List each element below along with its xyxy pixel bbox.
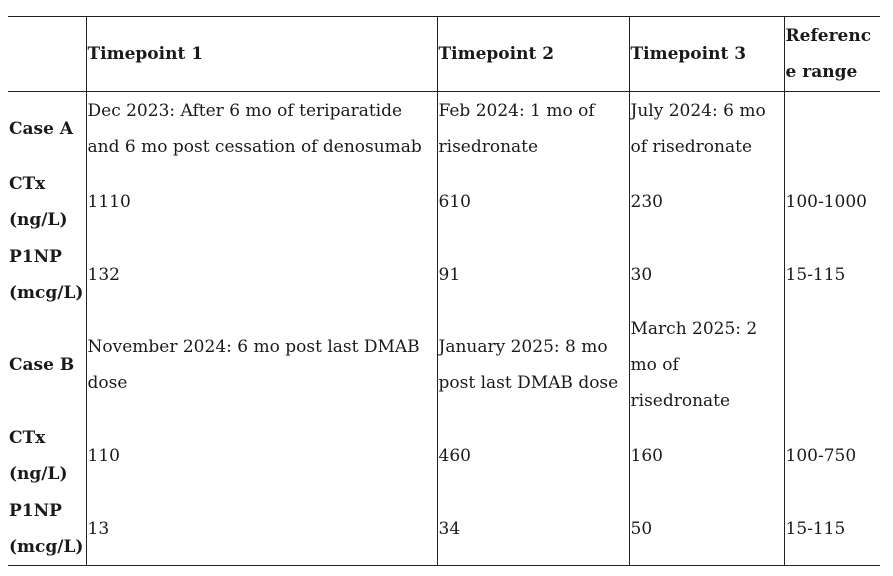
table-cell xyxy=(784,92,880,167)
table-row xyxy=(8,92,880,167)
table-row xyxy=(8,166,880,238)
header-timepoint-2: Timepoint 2 xyxy=(437,17,629,92)
header-cell-empty xyxy=(8,17,86,92)
table-cell: 34 xyxy=(437,493,629,566)
table-cell: 132 xyxy=(86,238,437,311)
row-label: Case A xyxy=(9,119,74,139)
header-reference-range: Reference range xyxy=(784,17,880,92)
table-cell: 50 xyxy=(629,493,784,566)
table-cell: Feb 2024: 1 mo of risedronate xyxy=(437,92,629,167)
table-row xyxy=(8,238,880,311)
table-cell: 100-1000 xyxy=(784,166,880,238)
header-timepoint-1: Timepoint 1 xyxy=(86,17,437,92)
row-label: CTx (ng/L) xyxy=(9,174,68,230)
table-cell: 30 xyxy=(629,238,784,311)
table-cell: March 2025: 2 mo of risedronate xyxy=(629,311,784,419)
table-cell: January 2025: 8 mo post last DMAB dose xyxy=(437,311,629,419)
table-cell: 230 xyxy=(629,166,784,238)
table-cell: Dec 2023: After 6 mo of teriparatide and 6 mo post cessation of denosumab xyxy=(86,92,437,167)
table-cell: 13 xyxy=(86,493,437,566)
table-cell: 15-115 xyxy=(784,493,880,566)
table-cell: 110 xyxy=(86,419,437,493)
table-cell: 100-750 xyxy=(784,419,880,493)
table-cell: July 2024: 6 mo of risedronate xyxy=(629,92,784,167)
table-cell: 15-115 xyxy=(784,238,880,311)
table-cell: 91 xyxy=(437,238,629,311)
table-cell: 610 xyxy=(437,166,629,238)
table-row xyxy=(8,311,880,419)
header-timepoint-3: Timepoint 3 xyxy=(629,17,784,92)
table-row xyxy=(8,419,880,493)
table-header-row xyxy=(8,17,880,92)
row-label: CTx (ng/L) xyxy=(9,428,68,484)
row-label: Case B xyxy=(9,355,75,375)
row-label: P1NP (mcg/L) xyxy=(9,246,84,303)
table-cell: 460 xyxy=(437,419,629,493)
table-cell: 1110 xyxy=(86,166,437,238)
table-cell: November 2024: 6 mo post last DMAB dose xyxy=(86,311,437,419)
row-label: P1NP (mcg/L) xyxy=(8,493,86,566)
table-cell xyxy=(784,311,880,419)
lab-results-table xyxy=(8,16,880,566)
table-row xyxy=(8,493,880,566)
table-cell: 160 xyxy=(629,419,784,493)
